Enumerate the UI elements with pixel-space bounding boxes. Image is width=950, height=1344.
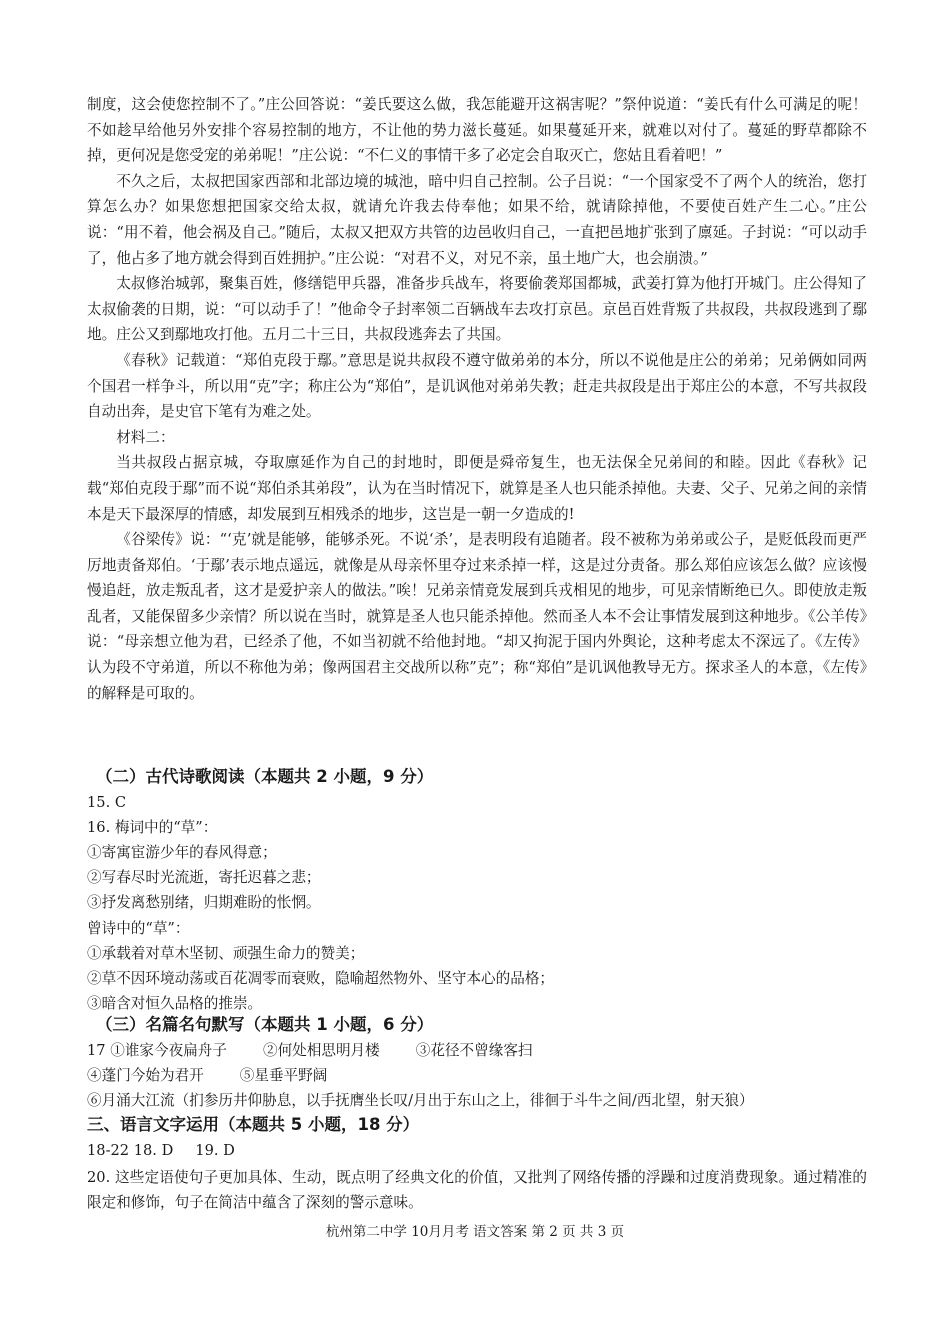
mei-item-3: ③抒发离愁别绪，归期难盼的怅惘。 (87, 894, 321, 912)
answer-20: 20. 这些定语使句子更加具体、生动，既点明了经典文化的价值，又批判了网络传播的浮躁和过度消费现象。通过精准的限定和修饰，句子在简洁中蕴含了深刻的警示意味。 (87, 1168, 867, 1212)
answer-17-1: ①谁家今夜扁舟子 (110, 1041, 227, 1059)
answer-15: 15. C (87, 793, 127, 811)
language-use-section (87, 1112, 867, 1216)
answer-16-title: 16. 梅词中的“草”： (87, 818, 218, 836)
section-2-heading: （二）古代诗歌阅读（本题共 2 小题，9 分） (96, 767, 434, 786)
answer-17-row-2 (87, 1063, 867, 1088)
zeng-item-3: ③暗含对恒久品格的推崇。 (87, 995, 263, 1013)
passage-paragraph-1: 制度，这会使您控制不了。”庄公回答说：“姜氏要这么做，我怎能避开这祸害呢？”祭仲说道：“姜氏有什么可满足的呢！不如趁早给他另外安排个容易控制的地方，不让他的势力滋长蔓延。如果蔓延开来，就难以对付了。蔓延的野草都除不掉，更何况是您受宠的弟弟呢！”庄公说：“不仁义的事情干多了必定会自取灭亡，您姑且看着吧！” (87, 96, 867, 165)
answer-17-row-3: ⑥月涌大江流（扪参历井仰胁息，以手抚膺坐长叹/月出于东山之上，徘徊于斗牛之间/西北望，射天狼） (87, 1092, 754, 1109)
answer-17-3: ③花径不曾缘客扫 (415, 1041, 533, 1059)
poetry-section (87, 764, 867, 1016)
answer-17-number: 17 (87, 1041, 106, 1059)
passage-paragraph-2: 不久之后，太叔把国家西部和北部边境的城池，暗中归自己控制。公子吕说：“一个国家受不了两个人的统治，您打算怎么办？如果您想把国家交给太叔，就请允许我去侍奉他；如果不给，就请除掉他，不要使百姓产生二心。”庄公说：“用不着，他会祸及自己。”随后，太叔又把双方共管的边邑收归自己，一直把邑地扩张到了廪延。子封说：“可以动手了，他占多了地方就会得到百姓拥护。”庄公说：“对君不义，对兄不亲，虽土地广大，也会崩溃。” (87, 172, 867, 267)
answer-18-22-label: 18-22 (87, 1141, 130, 1159)
zeng-title: 曾诗中的“草”： (87, 919, 190, 937)
zeng-item-2: ②草不因环境动荡或百花凋零而衰败，隐喻超然物外、坚守本心的品格； (87, 970, 555, 988)
mei-item-2: ②写春尽时光流逝，寄托迟暮之悲； (87, 869, 321, 887)
section-3-heading: （三）名篇名句默写（本题共 1 小题，6 分） (96, 1015, 434, 1034)
mei-item-1: ①寄寓宦游少年的春风得意； (87, 844, 277, 861)
page-footer: 杭州第二中学 10月月考 语文答案 第 2 页 共 3 页 (325, 1224, 625, 1240)
dictation-section (87, 1012, 867, 1113)
answer-18-22-row (87, 1138, 867, 1163)
answer-19: 19. D (195, 1141, 235, 1159)
answer-18: 18. D (133, 1141, 174, 1159)
passage-paragraph-6: 《谷梁传》说：“‘克’就是能够，能够杀死。不说‘杀’，是表明段有追随者。段不被称为弟弟或公子，是贬低段而更严厉地责备郑伯。‘于鄢’表示地点遥远，就像是从母亲怀里夺过来杀掉一样，这是过分责备。那么郑伯应该怎么做？应该慢慢追赶，放走叛乱者，这才是爱护亲人的做法。”唉！兄弟亲情竟发展到兵戎相见的地步，可见亲情断绝已久。即使放走叛乱者，又能保留多少亲情？所以说在当时，就算是圣人也只能杀掉他。然而圣人本不会让事情发展到这种地步。《公羊传》说：“母亲想立他为君，已经杀了他，不如当初就不给他封地。“却又拘泥于国内外舆论，这种考虑太不深远了。《左传》认为段不守弟道，所以不称他为弟；像两国君主交战所以称”克”；称“郑伯”是讥讽他教导无方。探求圣人的本意，《左传》的解释是可取的。 (87, 531, 867, 702)
part-3-heading: 三、语言文字运用（本题共 5 小题，18 分） (87, 1115, 420, 1134)
answer-17-4: ④蓬门今始为君开 (87, 1066, 204, 1084)
zeng-item-1: ①承载着对草木坚韧、顽强生命力的赞美； (87, 944, 365, 962)
answer-17-5: ⑤星垂平野阔 (239, 1066, 328, 1084)
translation-passage (87, 92, 867, 706)
passage-paragraph-5: 当共叔段占据京城，夺取廪延作为自己的封地时，即便是舜帝复生，也无法保全兄弟间的和睦。因此《春秋》记载“郑伯克段于鄢”而不说“郑伯杀其弟段”，认为在当时情况下，就算是圣人也只能杀掉他。夫妻、父子、兄弟之间的亲情本是天下最深厚的情感，却发展到互相残杀的地步，这岂是一朝一夕造成的! (87, 454, 867, 523)
answer-17-row-1 (87, 1038, 867, 1063)
material-2-label: 材料二： (116, 428, 175, 446)
answer-17-2: ②何处相思明月楼 (262, 1041, 380, 1059)
passage-paragraph-4: 《春秋》记载道：“郑伯克段于鄢。”意思是说共叔段不遵守做弟弟的本分，所以不说他是庄公的弟弟；兄弟俩如同两个国君一样争斗，所以用“克”字；称庄公为“郑伯”，是讥讽他对弟弟失教；赶走共叔段是出于郑庄公的本意，不写共叔段自动出奔，是史官下笔有为难之处。 (87, 351, 867, 421)
passage-paragraph-3: 太叔修治城郭，聚集百姓，修缮铠甲兵器，准备步兵战车，将要偷袭郑国都城，武姜打算为他打开城门。庄公得知了太叔偷袭的日期，说：“可以动手了！”他命令子封率领二百辆战车去攻打京邑。京邑百姓背叛了共叔段，共叔段逃到了鄢地。庄公又到鄢地攻打他。五月二十三日，共叔段逃奔去了共国。 (87, 275, 867, 344)
